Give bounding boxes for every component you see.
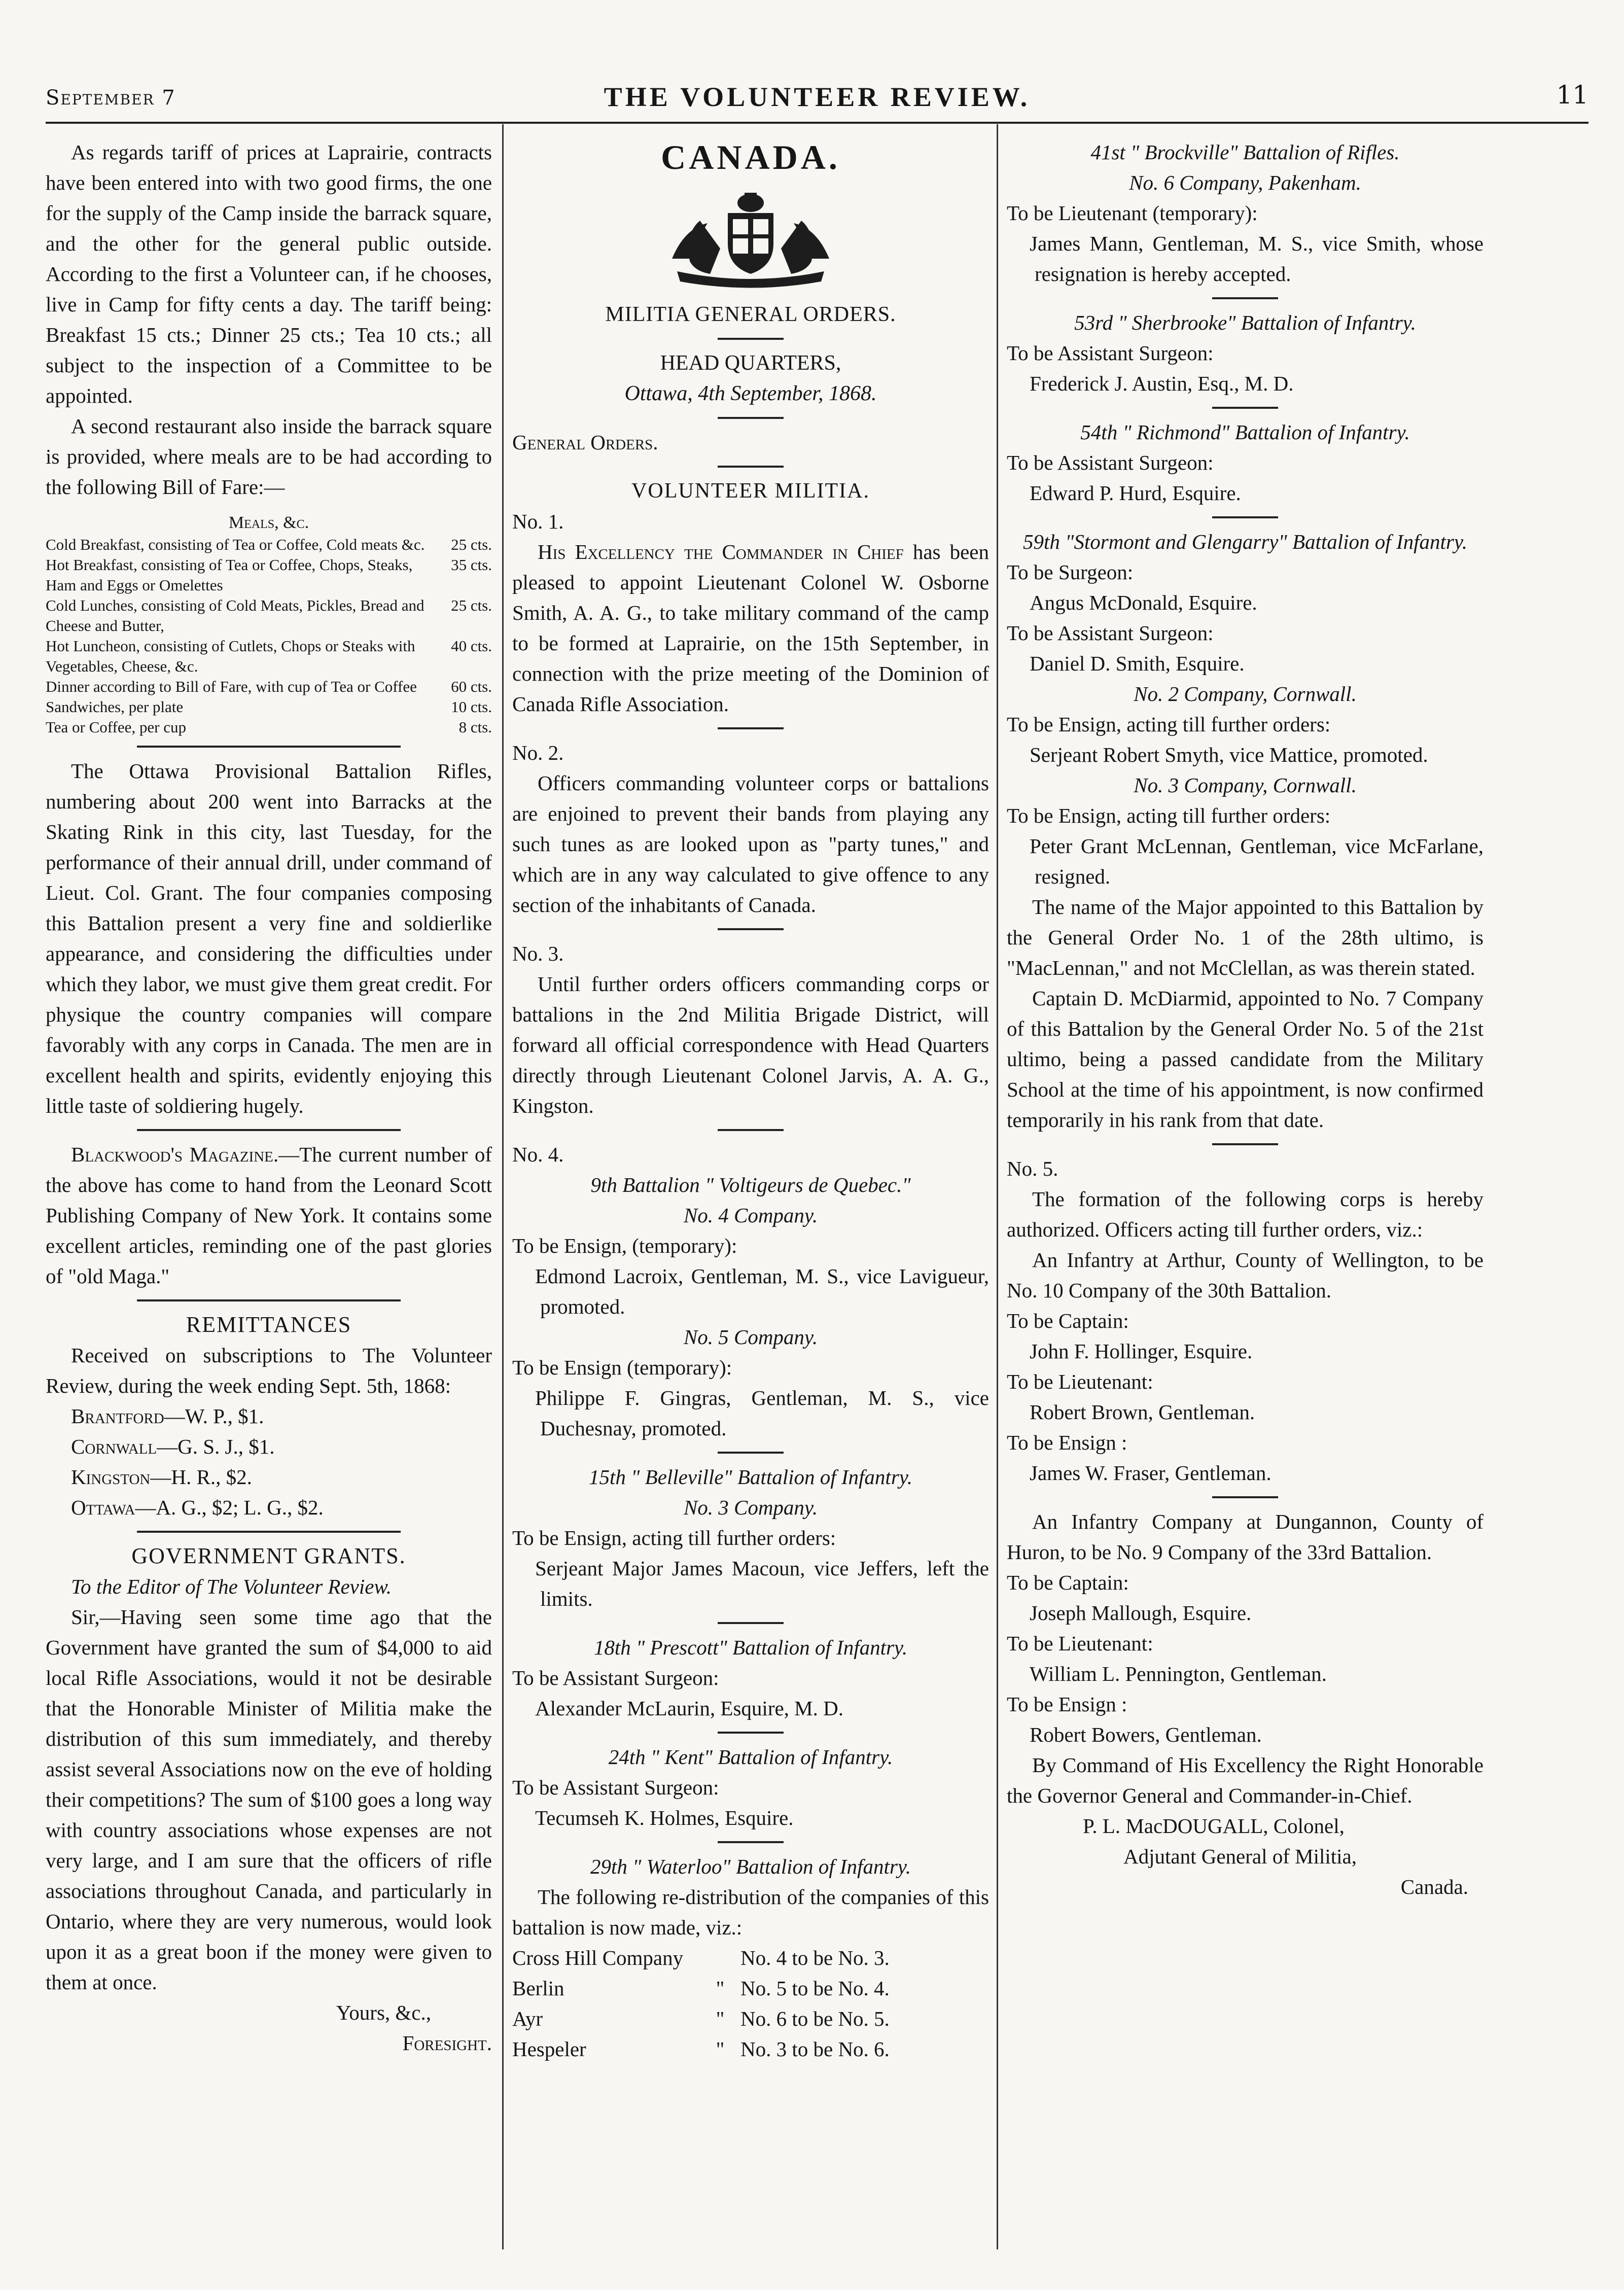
appointment-name: Edward P. Hurd, Esquire.	[1030, 481, 1241, 505]
menu-item: Sandwiches, per plate 10 cts.	[46, 698, 492, 716]
appointment-name: Frederick J. Austin, Esq., M. D.	[1030, 372, 1294, 395]
coat-of-arms-icon	[652, 183, 850, 289]
section-divider	[137, 1531, 401, 1533]
column-center	[512, 137, 989, 2249]
appointment-name: Tecumseh K. Holmes, Esquire.	[535, 1806, 794, 1829]
grants-heading: GOVERNMENT GRANTS.	[131, 1543, 406, 1568]
appointment-role: To be Ensign, acting till further orders:	[1007, 713, 1331, 736]
appointment-role: To be Lieutenant (temporary):	[1007, 201, 1258, 225]
appointment-role: To be Lieutenant:	[1007, 1632, 1153, 1655]
ottawa-battalion-paragraph: The Ottawa Provisional Battalion Rifles, numbering about 200 went into Barracks at the Skating Rink in this city, last Tuesday, for the performance of their annual drill, under command of Lieut. Col. Grant. The four companies composing this Battalion present a very fine and soldierlike appearance, and considering the difficulties under which they labor, we must give them great credit. For physique the country companies will compare favorably with any corps in Canada. The men are in excellent health and spirits, evidently enjoying this little taste of soldiering hugely.	[46, 759, 492, 1117]
grants-letter: Sir,—Having seen some time ago that the Government have granted the sum of $4,000 to aid local Rifle Associations, would it not be desirable that the Honorable Minister of Militia make the distribution of this sum immediately, and thereby assist several Associations now on the eve of holding their competitions? The sum of $100 goes a long way with country associations whose expenses are not very large, and I am sure that the officers of rifle associations throughout Canada, and particularly in Ontario, where they are very numerous, would look upon it as a great boon if the money were given to them at once.	[46, 1605, 492, 1994]
order-number: No. 3.	[512, 942, 564, 965]
appointment-role: To be Ensign, acting till further orders:	[512, 1526, 836, 1549]
column-left	[46, 137, 492, 2249]
appointment-name: Peter Grant McLennan, Gentleman, vice McFarlane, resigned.	[1030, 834, 1484, 888]
section-divider	[718, 466, 784, 468]
section-divider	[137, 1129, 401, 1131]
tariff-paragraph: As regards tariff of prices at Laprairie, contracts have been entered into with two good firms, the one for the supply of the Camp inside the barrack square, and the other for the general public outside. According to the first a Volunteer can, if he chooses, live in Camp for fifty cents a day. The tariff being: Breakfast 15 cts.; Dinner 25 cts.; Tea 10 cts.; all subject to the inspection of a Committee to be appointed.	[46, 140, 492, 407]
appointment-role: To be Lieutenant:	[1007, 1370, 1153, 1393]
order-5-text: The formation of the following corps is hereby authorized. Officers acting till further orders, viz.:	[1007, 1187, 1484, 1241]
order-number: No. 1.	[512, 510, 564, 533]
blackwood-paragraph	[46, 1139, 492, 1291]
grants-salutation: To the Editor of The Volunteer Review.	[71, 1575, 392, 1598]
signature-title: Adjutant General of Militia,	[1123, 1845, 1357, 1868]
appointment-role: To be Captain:	[1007, 1571, 1129, 1594]
appointment-name: Angus McDonald, Esquire.	[1030, 591, 1257, 614]
redistribution-text: The following re-distribution of the companies of this battalion is now made, viz.:	[512, 1885, 989, 1939]
section-divider	[718, 928, 784, 930]
remittances-intro: Received on subscriptions to The Volunteer Review, during the week ending Sept. 5th, 1868:	[46, 1344, 492, 1397]
section-divider	[718, 1732, 784, 1734]
appointment-role: To be Assistant Surgeon:	[512, 1666, 719, 1689]
section-divider	[137, 1299, 401, 1301]
battalion-heading: 18th " Prescott" Battalion of Infantry.	[593, 1636, 908, 1659]
letter-closing: Yours, &c.,	[336, 2001, 431, 2024]
company-heading: No. 2 Company, Cornwall.	[1134, 682, 1357, 706]
appointment-name: Joseph Mallough, Esquire.	[1030, 1601, 1252, 1625]
menu-item: Dinner according to Bill of Fare, with cup of Tea or Coffee 60 cts.	[46, 678, 492, 695]
appointment-role: To be Assistant Surgeon:	[1007, 451, 1214, 474]
volunteer-militia-heading: VOLUNTEER MILITIA.	[631, 479, 870, 503]
menu-item: Hot Breakfast, consisting of Tea or Coffee, Chops, Steaks, Ham and Eggs or Omelettes 35 cts.	[46, 556, 492, 594]
remittances-heading: REMITTANCES	[186, 1312, 352, 1337]
appointment-role: To be Assistant Surgeon:	[1007, 341, 1214, 365]
battalion-heading: 15th " Belleville" Battalion of Infantry.	[589, 1465, 912, 1489]
appointment-role: To be Surgeon:	[1007, 560, 1134, 584]
appointment-name: John F. Hollinger, Esquire.	[1030, 1340, 1253, 1363]
appointment-role: To be Ensign, (temporary):	[512, 1234, 737, 1257]
remittance-item: Kingston—H. R., $2.	[71, 1465, 252, 1489]
appointment-role: To be Assistant Surgeon:	[512, 1776, 719, 1799]
dungannon-company: An Infantry Company at Dungannon, County of Huron, to be No. 9 Company of the 33rd Battalion.	[1007, 1510, 1484, 1564]
company-heading: No. 3 Company.	[683, 1496, 818, 1519]
section-divider	[718, 1452, 784, 1454]
section-title-canada: CANADA.	[661, 138, 840, 177]
menu-item: Cold Breakfast, consisting of Tea or Coffee, Cold meats &c. 25 cts.	[46, 536, 492, 553]
appointment-role: To be Captain:	[1007, 1309, 1129, 1332]
appointment-name: Daniel D. Smith, Esquire.	[1030, 652, 1245, 675]
blackwood-text: —The current number of the above has come to hand from the Leonard Scott Publishing Company of New York. It contains some excellent articles, reminding one of the past glories of "old Maga."	[46, 1143, 492, 1288]
general-orders-label: General Orders.	[512, 431, 658, 454]
company-heading: No. 3 Company, Cornwall.	[1134, 773, 1357, 797]
mcdiarmid-paragraph: Captain D. McDiarmid, appointed to No. 7 Company of this Battalion by the General Order No. 5 of the 21st ultimo, being a passed candidate from the Military School at the time of his appointment, is now confirmed temporarily in his rank from that date.	[1007, 987, 1484, 1132]
menu-item: Tea or Coffee, per cup 8 cts.	[46, 718, 492, 736]
appointment-role: To be Ensign :	[1007, 1693, 1127, 1716]
section-divider	[718, 1622, 784, 1624]
column-rule	[502, 124, 504, 2249]
section-divider	[1212, 1143, 1278, 1145]
section-divider	[718, 417, 784, 419]
battalion-heading: 24th " Kent" Battalion of Infantry.	[608, 1745, 893, 1769]
restaurant-paragraph: A second restaurant also inside the barrack square is provided, where meals are to be had according to the following Bill of Fare:—	[46, 414, 492, 499]
bill-of-fare	[46, 535, 492, 737]
remittance-item: Ottawa—A. G., $2; L. G., $2.	[71, 1496, 324, 1519]
battalion-heading: 53rd " Sherbrooke" Battalion of Infantry.	[1074, 311, 1416, 334]
order-number: No. 4.	[512, 1143, 564, 1166]
redistribution-table	[512, 1943, 989, 2064]
section-divider	[718, 1129, 784, 1131]
section-divider	[718, 338, 784, 340]
blackwood-lead: Blackwood's Magazine.	[71, 1143, 279, 1166]
header-date: September 7	[46, 86, 176, 110]
section-divider	[1212, 297, 1278, 299]
appointment-role: To be Ensign (temporary):	[512, 1356, 732, 1379]
battalion-heading: 59th "Stormont and Glengarry" Battalion of Infantry.	[1022, 530, 1468, 553]
menu-item: Cold Lunches, consisting of Cold Meats, Pickles, Bread and Cheese and Butter, 25 cts.	[46, 596, 492, 635]
menu-item: Hot Luncheon, consisting of Cutlets, Chops or Steaks with Vegetables, Cheese, &c. 40 cts.	[46, 637, 492, 675]
order-number: No. 2.	[512, 741, 564, 764]
major-correction: The name of the Major appointed to this Battalion by the General Order No. 1 of the 28th ultimo, is "MacLennan," and not McClellan, as was therein stated.	[1007, 895, 1484, 979]
head-quarters-date: Ottawa, 4th September, 1868.	[624, 382, 877, 405]
head-quarters: HEAD QUARTERS,	[660, 351, 841, 375]
appointment-name: Serjeant Major James Macoun, vice Jeffers, left the limits.	[535, 1557, 989, 1610]
table-row: Hespeler " No. 3 to be No. 6.	[512, 2037, 890, 2061]
section-divider	[1212, 516, 1278, 518]
appointment-name: James W. Fraser, Gentleman.	[1030, 1461, 1272, 1485]
remittance-item: Brantford—W. P., $1.	[71, 1404, 264, 1428]
battalion-heading: 41st " Brockville" Battalion of Rifles.	[1090, 140, 1400, 164]
battalion-heading: 54th " Richmond" Battalion of Infantry.	[1080, 420, 1410, 444]
appointment-name: William L. Pennington, Gentleman.	[1030, 1662, 1327, 1685]
menu-title: Meals, &c.	[228, 513, 309, 532]
signature-place: Canada.	[1400, 1875, 1468, 1898]
battalion-heading: 9th Battalion " Voltigeurs de Quebec."	[590, 1173, 911, 1196]
column-right	[1007, 137, 1484, 2249]
company-heading: No. 6 Company, Pakenham.	[1129, 171, 1361, 194]
letter-signature: Foresight.	[402, 2031, 492, 2055]
by-command: By Command of His Excellency the Right Honorable the Governor General and Commander-in-Chief.	[1007, 1753, 1484, 1807]
appointment-name: Serjeant Robert Smyth, vice Mattice, promoted.	[1030, 743, 1428, 766]
table-row: Cross Hill Company No. 4 to be No. 3.	[512, 1946, 890, 1969]
order-3-text: Until further orders officers commanding corps or battalions in the 2nd Militia Brigade District, will forward all official correspondence with Head Quarters directly through Lieutenant Colonel Jarvis, A. A. G., Kingston.	[512, 972, 989, 1117]
masthead-title: THE VOLUNTEER REVIEW.	[604, 82, 1031, 112]
battalion-heading: 29th " Waterloo" Battalion of Infantry.	[590, 1855, 911, 1878]
column-rule	[997, 124, 998, 2249]
section-divider	[1212, 1496, 1278, 1498]
arthur-company: An Infantry at Arthur, County of Wellington, to be No. 10 Company of the 30th Battalion.	[1007, 1248, 1484, 1302]
appointment-name: James Mann, Gentleman, M. S., vice Smith, whose resignation is hereby accepted.	[1030, 232, 1484, 286]
remittance-list	[46, 1401, 492, 1523]
appointment-name: Philippe F. Gingras, Gentleman, M. S., vice Duchesnay, promoted.	[535, 1386, 989, 1440]
remittance-item: Cornwall—G. S. J., $1.	[71, 1435, 275, 1458]
section-divider	[137, 746, 401, 748]
appointment-name: Edmond Lacroix, Gentleman, M. S., vice Lavigueur, promoted.	[535, 1264, 989, 1318]
signature-name: P. L. MacDOUGALL, Colonel,	[1083, 1814, 1345, 1838]
order-number: No. 5.	[1007, 1157, 1058, 1180]
section-divider	[1212, 407, 1278, 409]
page-number: 11	[1556, 80, 1588, 110]
order-1-text: His Excellency the Commander in Chief has been pleased to appoint Lieutenant Colonel W. Osborne Smith, A. A. G., to take military command of the camp to be formed at Laprairie, on the 15th September, in connection with the prize meeting of the Dominion of Canada Rifle Association.	[512, 540, 989, 716]
company-heading: No. 5 Company.	[683, 1325, 818, 1349]
table-row: Berlin " No. 5 to be No. 4.	[512, 1977, 890, 2000]
page-header	[46, 76, 1588, 124]
section-divider	[718, 1841, 784, 1843]
section-divider	[718, 727, 784, 729]
appointment-name: Alexander McLaurin, Esquire, M. D.	[535, 1697, 843, 1720]
order-2-text: Officers commanding volunteer corps or battalions are enjoined to prevent their bands from playing any such tunes as are looked upon as "party tunes," and which are in any way calculated to give offence to any section of the inhabitants of Canada.	[512, 771, 989, 917]
table-row: Ayr " No. 6 to be No. 5.	[512, 2007, 890, 2030]
appointment-role: To be Ensign, acting till further orders:	[1007, 804, 1331, 827]
appointment-name: Robert Bowers, Gentleman.	[1030, 1723, 1262, 1746]
appointment-name: Robert Brown, Gentleman.	[1030, 1400, 1255, 1424]
orders-title: MILITIA GENERAL ORDERS.	[605, 303, 896, 326]
appointment-role: To be Assistant Surgeon:	[1007, 621, 1214, 645]
company-heading: No. 4 Company.	[683, 1204, 818, 1227]
appointment-role: To be Ensign :	[1007, 1431, 1127, 1454]
